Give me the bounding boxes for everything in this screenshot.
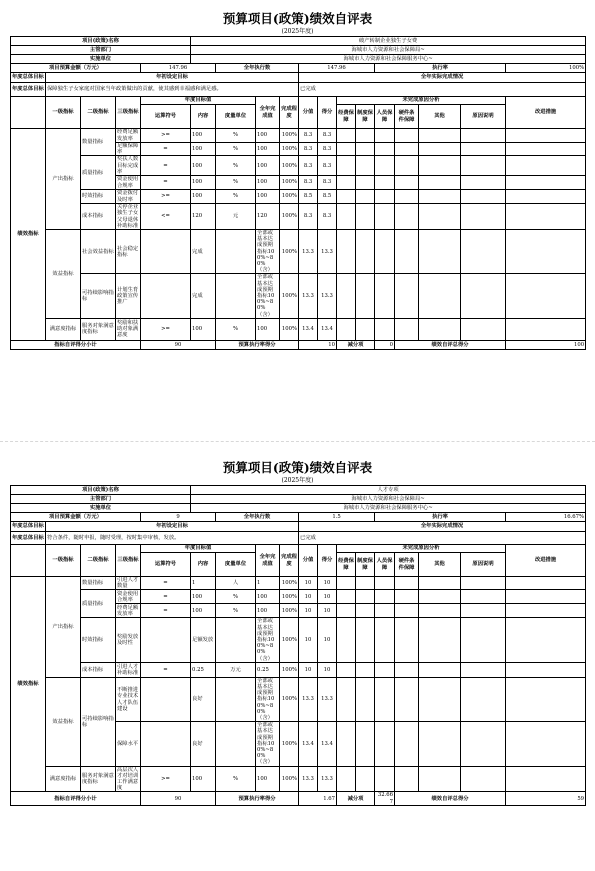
exec-value: 147.96 <box>299 64 375 73</box>
row-got: 13.3 <box>318 230 337 274</box>
row-degree: 100% <box>280 577 299 590</box>
row-degree: 100% <box>280 618 299 662</box>
header-lvl2: 二级指标 <box>81 97 116 129</box>
table-row <box>11 618 586 662</box>
row-actual: 全部或基本达成预期指标100%~80%（含） <box>256 618 280 662</box>
header-actual: 全年完成值 <box>256 545 280 577</box>
header-content: 内容 <box>191 553 216 577</box>
header-reason: 未完成原因分析 <box>337 545 506 553</box>
row-degree: 100% <box>280 318 299 340</box>
row-score: 10 <box>299 590 318 604</box>
row-l3: 计划生育政策宣传推广 <box>116 274 141 318</box>
header-content: 内容 <box>191 105 216 129</box>
goal-label-2: 年度总体目标 <box>11 83 46 97</box>
header-actual: 全年完成值 <box>256 97 280 129</box>
row-actual: 100 <box>256 143 280 156</box>
budget-value: 147.96 <box>141 64 216 73</box>
row-content: 100 <box>191 766 216 792</box>
header-measure: 改进措施 <box>506 97 586 129</box>
budget-label: 项目预算金额（万元） <box>11 64 141 73</box>
row-score: 8.3 <box>299 143 318 156</box>
header-degree: 完成程度 <box>280 545 299 577</box>
row-actual: 100 <box>256 190 280 204</box>
row-l3: 经费足额发放率 <box>116 604 141 618</box>
header-r1: 经费保障 <box>337 553 356 577</box>
row-content: 完成 <box>191 274 216 318</box>
row-degree: 100% <box>280 662 299 677</box>
row-actual: 全部或基本达成预期指标100%~80%（含） <box>256 677 280 721</box>
row-op <box>141 722 191 766</box>
row-actual: 全部或基本达成预期指标100%~80%（含） <box>256 722 280 766</box>
row-l2: 可持续影响指标 <box>81 274 116 318</box>
header-r4: 硬件条件保障 <box>395 553 419 577</box>
row-degree: 100% <box>280 722 299 766</box>
row-l3: 社会稳定指标 <box>116 230 141 274</box>
row-l3: 奖扶人数目标完成率 <box>116 156 141 176</box>
goal-initial-label: 年初设定目标 <box>46 73 299 83</box>
row-score: 13.4 <box>299 318 318 340</box>
satis-label: 满意度指标 <box>46 318 81 340</box>
project-name-label: 项目(政策)名称 <box>11 37 191 46</box>
page-divider <box>0 441 595 442</box>
row-got: 10 <box>318 618 337 662</box>
row-op: >= <box>141 766 191 792</box>
row-unit: 元 <box>216 204 256 230</box>
evaluation-table <box>10 485 586 806</box>
row-l2: 时效指标 <box>81 190 116 204</box>
row-l3: 奖励和扶助对象满意度 <box>116 318 141 340</box>
row-actual: 100 <box>256 129 280 143</box>
total-value: 100 <box>506 340 586 349</box>
row-content: 1 <box>191 577 216 590</box>
row-score: 13.4 <box>299 722 318 766</box>
exec-score-label: 预算执行率得分 <box>216 340 299 349</box>
row-content: 0.25 <box>191 662 216 677</box>
row-score: 10 <box>299 618 318 662</box>
output-label: 产出指标 <box>46 577 81 678</box>
header-lvl1: 一级指标 <box>46 97 81 129</box>
row-actual: 0.25 <box>256 662 280 677</box>
table-row <box>11 204 586 230</box>
evaluation-form-1 <box>10 10 585 350</box>
self-score: 90 <box>141 792 216 805</box>
row-unit: % <box>216 129 256 143</box>
header-measure: 改进措施 <box>506 545 586 577</box>
row-op: <= <box>141 204 191 230</box>
row-score: 10 <box>299 604 318 618</box>
project-name: 人才专项 <box>191 486 586 495</box>
row-actual: 1 <box>256 577 280 590</box>
row-unit: % <box>216 318 256 340</box>
row-actual: 100 <box>256 318 280 340</box>
row-degree: 100% <box>280 230 299 274</box>
row-unit: % <box>216 766 256 792</box>
row-actual: 100 <box>256 176 280 190</box>
row-degree: 100% <box>280 766 299 792</box>
table-row <box>11 577 586 590</box>
header-degree: 完成程度 <box>280 97 299 129</box>
rate-label: 执行率 <box>375 513 506 522</box>
row-score: 8.5 <box>299 190 318 204</box>
row-degree: 100% <box>280 129 299 143</box>
row-actual: 100 <box>256 156 280 176</box>
row-got: 8.3 <box>318 176 337 190</box>
header-score: 分值 <box>299 545 318 577</box>
blank-cell <box>11 97 46 129</box>
header-r2: 制度保障 <box>356 105 375 129</box>
project-name-label: 项目(政策)名称 <box>11 486 191 495</box>
form-year: (2025年度) <box>281 28 314 35</box>
table-row <box>11 274 586 318</box>
row-degree: 100% <box>280 677 299 721</box>
row-op: >= <box>141 129 191 143</box>
dept-label: 主管部门 <box>11 495 191 504</box>
row-content: 100 <box>191 318 216 340</box>
row-unit <box>216 274 256 318</box>
goal-label: 年度总体目标 <box>11 73 46 83</box>
row-degree: 100% <box>280 156 299 176</box>
table-row <box>11 677 586 721</box>
row-content: 100 <box>191 590 216 604</box>
table-row <box>11 318 586 340</box>
header-got: 得分 <box>318 545 337 577</box>
row-content: 完成 <box>191 230 216 274</box>
row-got: 8.5 <box>318 190 337 204</box>
row-actual: 100 <box>256 766 280 792</box>
row-content: 100 <box>191 190 216 204</box>
row-score: 13.3 <box>299 274 318 318</box>
perf-label: 绩效指标 <box>11 577 46 792</box>
row-op <box>141 677 191 721</box>
row-content: 100 <box>191 143 216 156</box>
row-score: 10 <box>299 662 318 677</box>
row-score: 13.3 <box>299 766 318 792</box>
header-target: 年度目标值 <box>141 97 256 105</box>
row-score: 8.3 <box>299 156 318 176</box>
header-unit: 度量单位 <box>216 553 256 577</box>
row-got: 8.3 <box>318 129 337 143</box>
row-got: 13.4 <box>318 318 337 340</box>
row-content: 100 <box>191 604 216 618</box>
header-r3: 人员保障 <box>375 105 395 129</box>
row-score: 8.3 <box>299 204 318 230</box>
table-row <box>11 156 586 176</box>
exec-value: 1.5 <box>299 513 375 522</box>
row-op <box>141 274 191 318</box>
dept-value: 海城市人力资源和社会保障局~ <box>191 46 586 55</box>
row-l3: 资金使用合规率 <box>116 176 141 190</box>
row-l3: 高层次人才对培训工作满意度 <box>116 766 141 792</box>
header-score: 分值 <box>299 97 318 129</box>
row-l3: 资金使用合规率 <box>116 590 141 604</box>
row-got: 8.3 <box>318 204 337 230</box>
row-l3: 引进人才数量 <box>116 577 141 590</box>
row-unit: % <box>216 190 256 204</box>
row-score: 13.3 <box>299 677 318 721</box>
table-row <box>11 766 586 792</box>
exec-score: 1.67 <box>299 792 337 805</box>
header-lvl2: 二级指标 <box>81 545 116 577</box>
row-score: 13.3 <box>299 230 318 274</box>
table-row <box>11 230 586 274</box>
row-unit <box>216 677 256 721</box>
row-unit: 万元 <box>216 662 256 677</box>
row-degree: 100% <box>280 590 299 604</box>
row-unit <box>216 230 256 274</box>
row-degree: 100% <box>280 176 299 190</box>
form-year: (2025年度) <box>281 477 314 484</box>
exec-score: 10 <box>299 340 337 349</box>
row-l2: 质量指标 <box>81 590 116 618</box>
row-score: 8.3 <box>299 176 318 190</box>
form-title: 预算项目(政策)绩效自评表 <box>222 460 373 475</box>
rate-value: 16.67% <box>506 513 586 522</box>
header-r1: 经费保障 <box>337 105 356 129</box>
row-l3: 资金拨付及时率 <box>116 190 141 204</box>
row-got: 10 <box>318 662 337 677</box>
exec-label: 全年执行数 <box>216 64 299 73</box>
row-actual: 120 <box>256 204 280 230</box>
row-degree: 100% <box>280 143 299 156</box>
perf-label: 绩效指标 <box>11 129 46 341</box>
self-score-label: 指标自评得分小计 <box>11 340 141 349</box>
row-l3: 引进人才补助标准 <box>116 662 141 677</box>
row-op: >= <box>141 318 191 340</box>
deduct-value: 0 <box>375 340 395 349</box>
row-content: 100 <box>191 156 216 176</box>
deduct-label: 减分项 <box>337 340 375 349</box>
header-r3: 人员保障 <box>375 553 395 577</box>
total-value: 59 <box>506 792 586 805</box>
row-degree: 100% <box>280 274 299 318</box>
header-lvl1: 一级指标 <box>46 545 81 577</box>
total-label: 绩效自评总得分 <box>395 792 506 805</box>
header-r5: 其他 <box>419 553 461 577</box>
row-actual: 全部或基本达成预期指标100%~80%（含） <box>256 274 280 318</box>
row-l2: 数量指标 <box>81 129 116 156</box>
benefit-label: 效益指标 <box>46 230 81 319</box>
header-lvl3: 三级指标 <box>116 545 141 577</box>
footer-row <box>11 340 586 349</box>
row-score: 8.3 <box>299 129 318 143</box>
header-r6: 原因说明 <box>461 105 506 129</box>
row-content: 100 <box>191 129 216 143</box>
row-l2: 社会效益指标 <box>81 230 116 274</box>
row-l3: 不断推进专业技术人才队伍建设 <box>116 677 141 721</box>
table-row <box>11 662 586 677</box>
self-score-label: 指标自评得分小计 <box>11 792 141 805</box>
goal-label-2: 年度总体目标 <box>11 532 46 545</box>
row-l2: 数量指标 <box>81 577 116 590</box>
rate-value: 100% <box>506 64 586 73</box>
row-degree: 100% <box>280 604 299 618</box>
row-l3: 足额保障率 <box>116 143 141 156</box>
header-op: 运算符号 <box>141 553 191 577</box>
row-got: 13.4 <box>318 722 337 766</box>
evaluation-table <box>10 36 586 350</box>
exec-score-label: 预算执行率得分 <box>216 792 299 805</box>
unit-value: 海城市人力资源和社会保障服务中心~ <box>191 504 586 513</box>
row-got: 13.3 <box>318 766 337 792</box>
row-degree: 100% <box>280 204 299 230</box>
row-content: 足额发放 <box>191 618 216 662</box>
header-r5: 其他 <box>419 105 461 129</box>
header-reason: 未完成原因分析 <box>337 97 506 105</box>
header-r4: 硬件条件保障 <box>395 105 419 129</box>
row-actual: 全部或基本达成预期指标100%~80%（含） <box>256 230 280 274</box>
row-l2: 服务对象满意度指标 <box>81 766 116 792</box>
goal-text: 符合条件，随时申报，随时受理，按时集中审核，发放。 <box>46 532 299 545</box>
row-l2: 质量指标 <box>81 156 116 190</box>
row-got: 13.3 <box>318 274 337 318</box>
form-title: 预算项目(政策)绩效自评表 <box>222 11 373 26</box>
table-row <box>11 590 586 604</box>
row-unit <box>216 722 256 766</box>
row-unit: % <box>216 590 256 604</box>
row-op: = <box>141 590 191 604</box>
self-score: 90 <box>141 340 216 349</box>
row-unit: % <box>216 143 256 156</box>
budget-label: 项目预算金额（万元） <box>11 513 141 522</box>
row-content: 良好 <box>191 722 216 766</box>
row-l3: 关停企业独生子女父母退休补助标准 <box>116 204 141 230</box>
total-label: 绩效自评总得分 <box>395 340 506 349</box>
exec-label: 全年执行数 <box>216 513 299 522</box>
deduct-value: 32.667 <box>375 792 395 805</box>
row-op: = <box>141 662 191 677</box>
budget-value: 9 <box>141 513 216 522</box>
row-op: = <box>141 143 191 156</box>
row-got: 10 <box>318 604 337 618</box>
row-content: 100 <box>191 176 216 190</box>
table-row <box>11 129 586 143</box>
header-r6: 原因说明 <box>461 553 506 577</box>
row-op: = <box>141 577 191 590</box>
row-l2: 服务对象满意度指标 <box>81 318 116 340</box>
row-unit: % <box>216 156 256 176</box>
header-r2: 制度保障 <box>356 553 375 577</box>
evaluation-form-2 <box>10 459 585 806</box>
unit-label: 实施单位 <box>11 504 191 513</box>
row-l3: 保障水平 <box>116 722 141 766</box>
deduct-label: 减分项 <box>337 792 375 805</box>
goal-label: 年度总体目标 <box>11 522 46 532</box>
row-op: = <box>141 604 191 618</box>
goal-initial-label: 年初设定目标 <box>46 522 299 532</box>
row-op: = <box>141 176 191 190</box>
header-op: 运算符号 <box>141 105 191 129</box>
row-got: 10 <box>318 577 337 590</box>
table-row <box>11 190 586 204</box>
unit-label: 实施单位 <box>11 55 191 64</box>
row-got: 13.3 <box>318 677 337 721</box>
row-op <box>141 230 191 274</box>
row-content: 良好 <box>191 677 216 721</box>
goal-actual: 已完成 <box>299 532 586 545</box>
row-l2: 可持续影响指标 <box>81 677 116 766</box>
row-op: >= <box>141 190 191 204</box>
row-degree: 100% <box>280 190 299 204</box>
row-actual: 100 <box>256 604 280 618</box>
row-unit: % <box>216 604 256 618</box>
row-l2: 时效指标 <box>81 618 116 662</box>
unit-value: 海城市人力资源和社会保障服务中心~ <box>191 55 586 64</box>
row-content: 120 <box>191 204 216 230</box>
satis-label: 满意度指标 <box>46 766 81 792</box>
row-l2: 成本指标 <box>81 204 116 230</box>
goal-actual-label: 全年实际完成情况 <box>299 522 586 532</box>
goal-actual: 已完成 <box>299 83 586 97</box>
blank-cell <box>11 545 46 577</box>
row-l2: 成本指标 <box>81 662 116 677</box>
row-l3: 奖励发放及时性 <box>116 618 141 662</box>
row-score: 10 <box>299 577 318 590</box>
project-name: 破产转制企业独生子女费 <box>191 37 586 46</box>
header-unit: 度量单位 <box>216 105 256 129</box>
row-op: = <box>141 156 191 176</box>
output-label: 产出指标 <box>46 129 81 230</box>
dept-value: 海城市人力资源和社会保障局~ <box>191 495 586 504</box>
row-got: 10 <box>318 590 337 604</box>
row-got: 8.3 <box>318 156 337 176</box>
benefit-label: 效益指标 <box>46 677 81 766</box>
row-op <box>141 618 191 662</box>
row-actual: 100 <box>256 590 280 604</box>
dept-label: 主管部门 <box>11 46 191 55</box>
goal-actual-label: 全年实际完成情况 <box>299 73 586 83</box>
footer-row <box>11 792 586 805</box>
rate-label: 执行率 <box>375 64 506 73</box>
row-got: 8.3 <box>318 143 337 156</box>
row-l3: 经费足额发放率 <box>116 129 141 143</box>
row-unit: % <box>216 176 256 190</box>
header-got: 得分 <box>318 97 337 129</box>
header-target: 年度目标值 <box>141 545 256 553</box>
header-lvl3: 三级指标 <box>116 97 141 129</box>
row-unit: 人 <box>216 577 256 590</box>
row-unit <box>216 618 256 662</box>
goal-text: 保障独生子女家庭对国家当年政策做出的贡献，使其感到幸福感和满足感。 <box>46 83 299 97</box>
